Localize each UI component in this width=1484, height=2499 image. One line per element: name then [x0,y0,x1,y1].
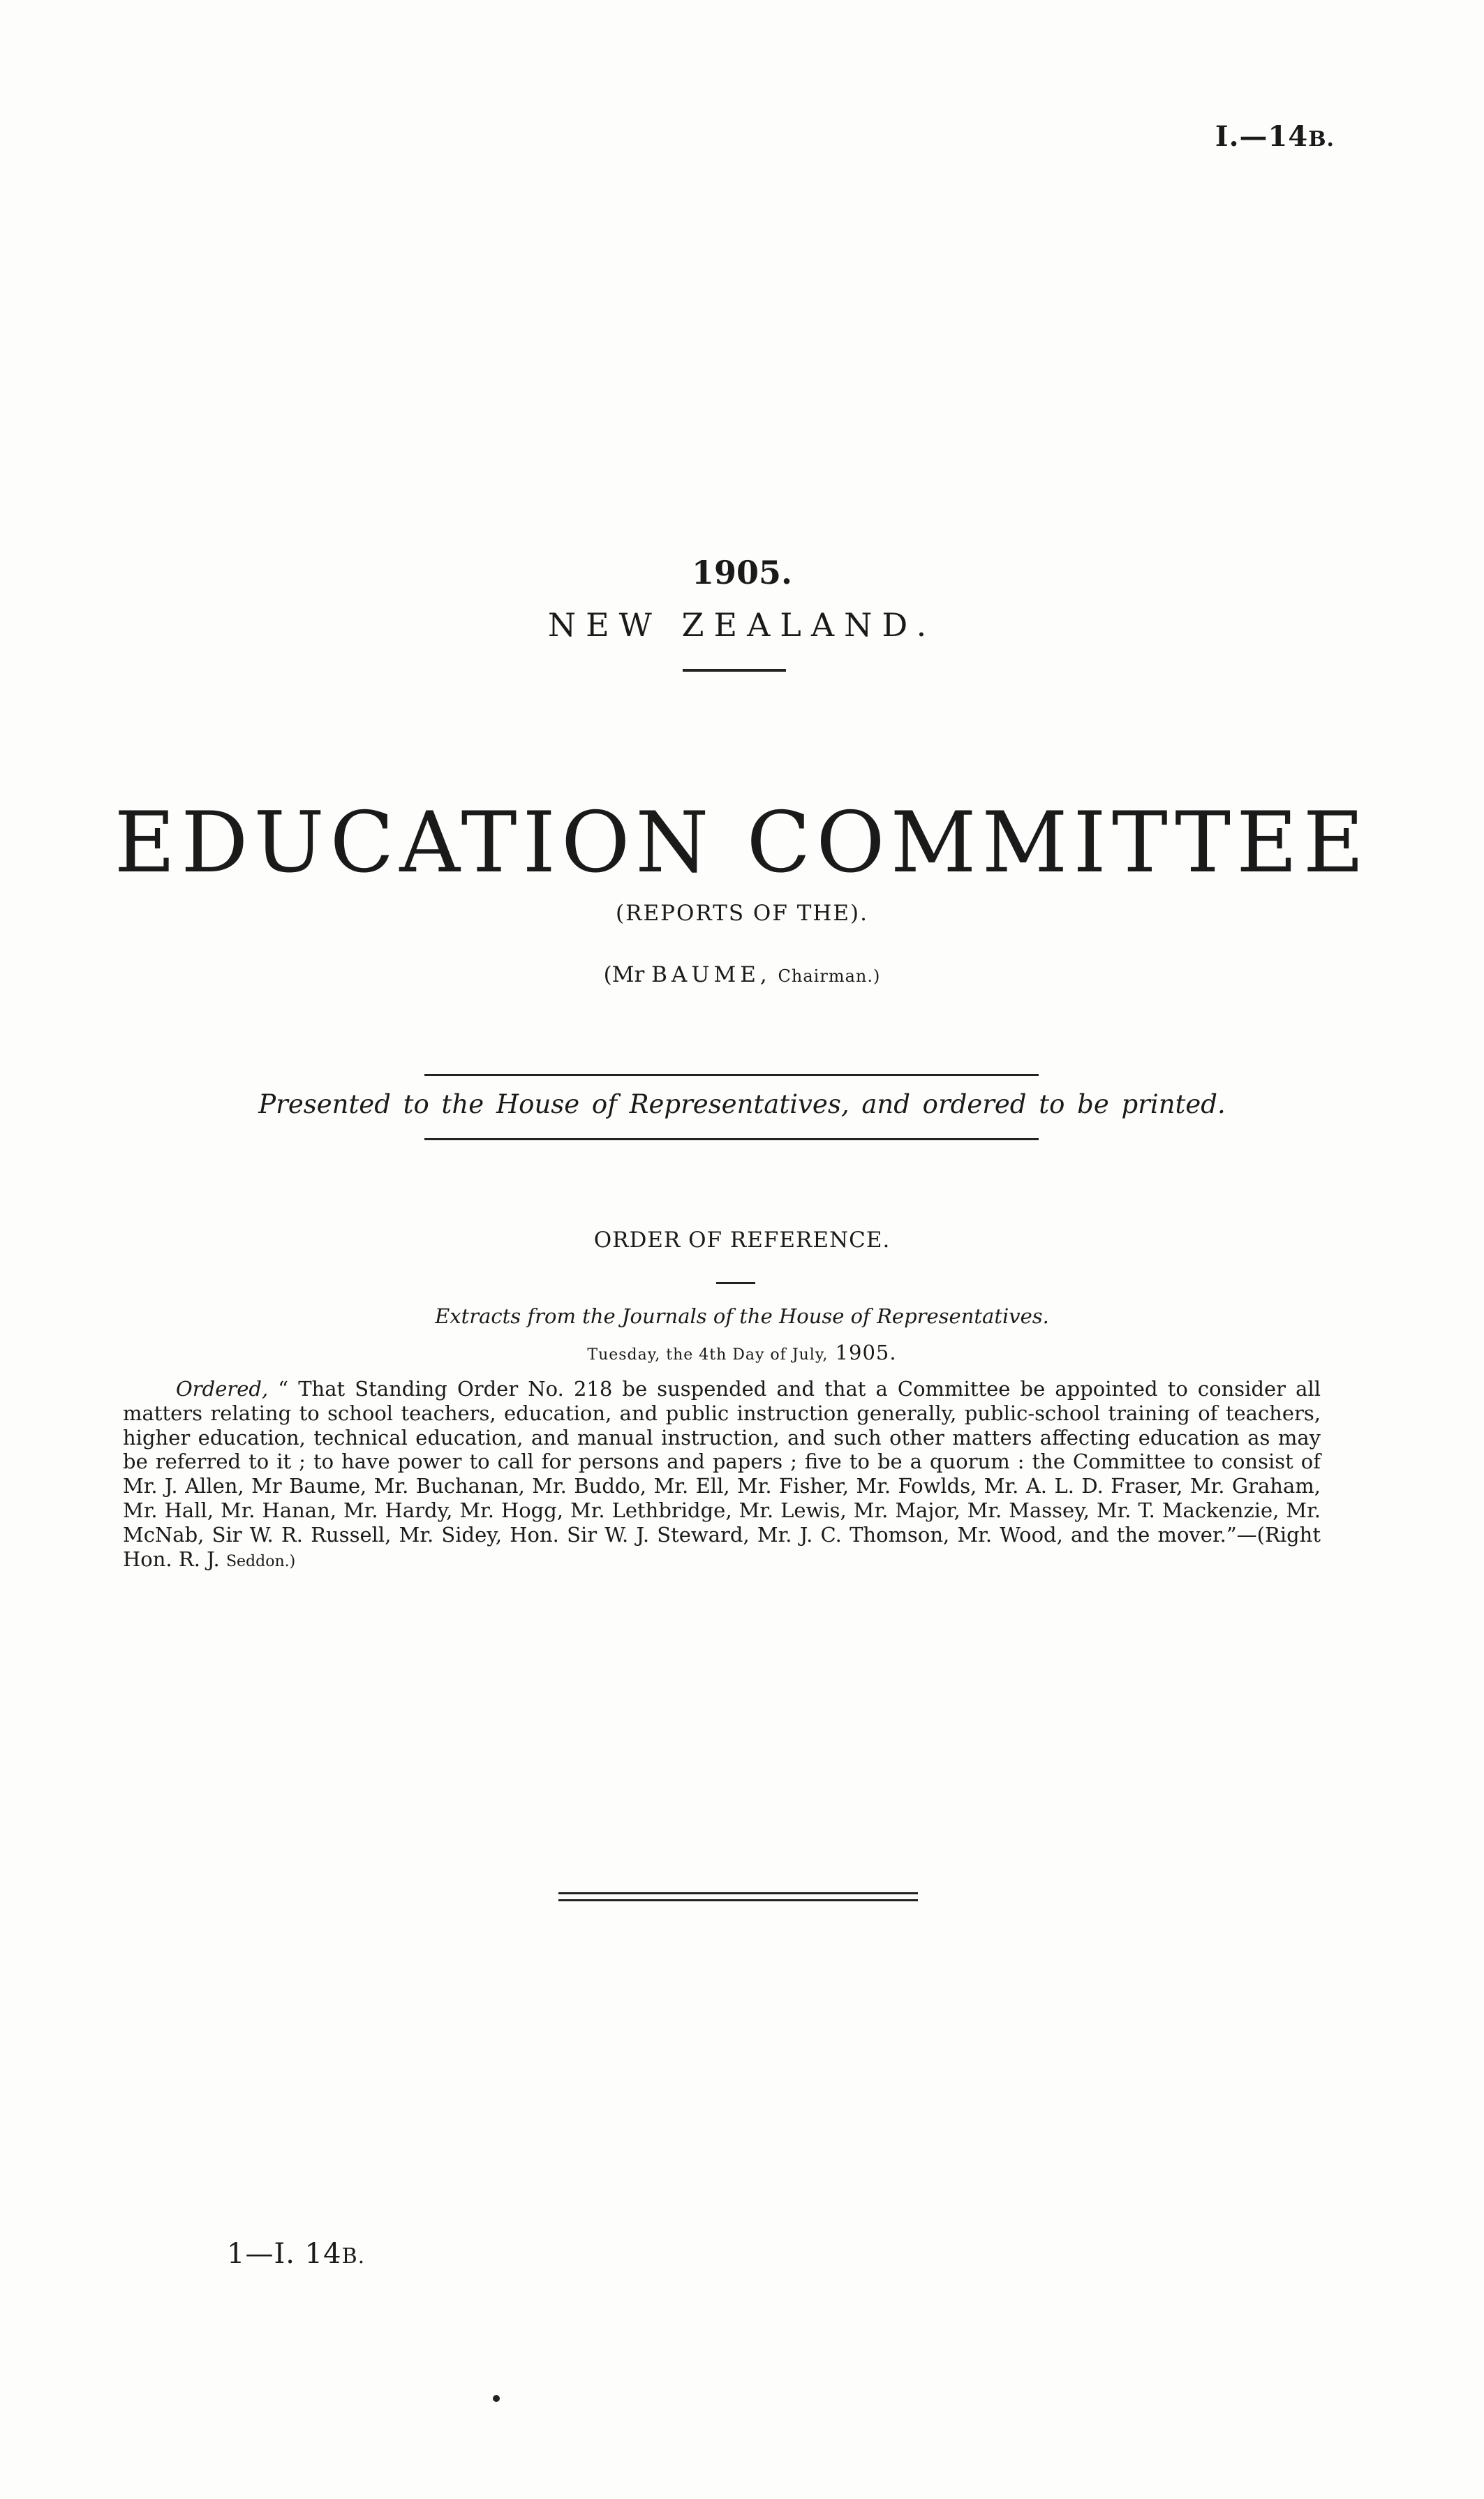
print-mark [493,2395,500,2402]
chairman-name: BAUME, [651,962,771,987]
chairman-open: (Mr [603,962,645,987]
paper-reference-suffix: B. [1308,127,1335,152]
footer-suffix: B. [341,2244,366,2269]
document-title: EDUCATION COMMITTEE [114,795,1370,892]
footer-main: 1—I. 14 [227,2238,342,2270]
chairman-role: Chairman.) [778,966,881,986]
end-rule-bottom [558,1899,918,1901]
order-of-reference-heading: ORDER OF REFERENCE. [593,1228,891,1253]
chairman-line [0,962,1484,987]
country-heading: NEW ZEALAND. [547,606,937,644]
dateline [0,1341,1484,1364]
paper-reference-top [1215,120,1335,153]
dateline-year: 1905. [835,1341,897,1364]
order-lead: Ordered, [176,1377,269,1401]
presented-line: Presented to the House of Representatives, and ordered to be printed. [258,1089,1226,1119]
end-rule-top [558,1892,918,1894]
dateline-day: Tuesday, the 4th Day of July, [587,1346,829,1364]
extracts-line: Extracts from the Journals of the House of Representatives. [435,1304,1049,1328]
paper-reference-main: I.—14 [1215,120,1309,153]
divider-rule-lower [424,1138,1039,1140]
year-heading: 1905. [691,554,793,591]
divider-rule-upper [424,1074,1039,1076]
divider-rule-small [716,1282,755,1284]
order-text: “ That Standing Order No. 218 be suspended and that a Committee be appointed to consider all matters relating to school teachers, education, and public instruction generally, public-school training of teachers, higher education, technical education, and manual instruction, and such other matters affecting education as may be referred to it ; to have power to call for persons and papers ; five to be a quorum : the Committee to consist of Mr. J. Allen, Mr Baume, Mr. Buchanan, Mr. Buddo, Mr. Ell, Mr. Fisher, Mr. Fowlds, Mr. A. L. D. Fraser, Mr. Graham, Mr. Hall, Mr. Hanan, Mr. Hardy, Mr. Hogg, Mr. Lethbridge, Mr. Lewis, Mr. Major, Mr. Massey, Mr. T. Mackenzie, Mr. McNab, Sir W. R. Russell, Mr. Sidey, Hon. Sir W. J. Steward, Mr. J. C. Thomson, Mr. Wood, and the mover.”—(Right Hon. R. J. [123,1377,1321,1571]
page-footer-reference [227,2238,365,2270]
document-subtitle: (REPORTS OF THE). [616,901,868,926]
order-paragraph [123,1377,1321,1574]
divider-rule [683,669,786,672]
order-mover: Seddon.) [225,1552,296,1570]
